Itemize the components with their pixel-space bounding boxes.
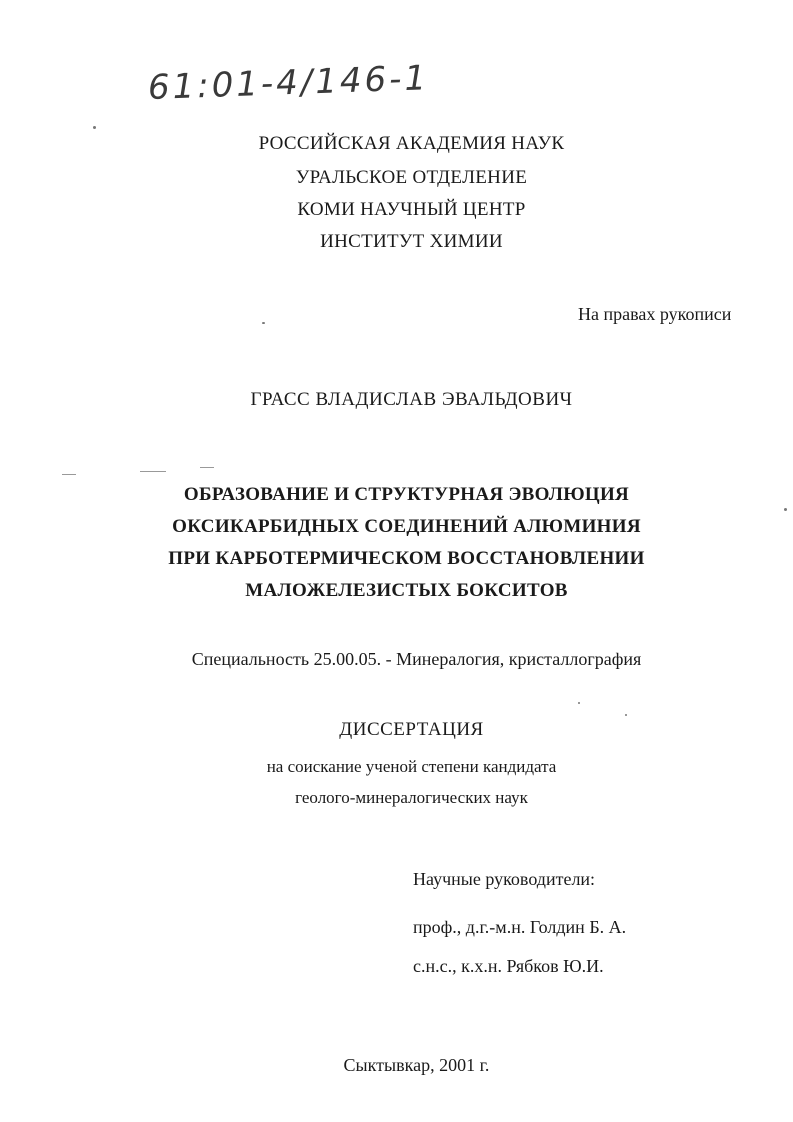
scan-dash [200,467,214,468]
city-year: Сыктывкар, 2001 г. [343,1055,490,1075]
work-type: ДИССЕРТАЦИЯ [339,719,484,740]
scan-speck [262,322,265,324]
title-line-4: МАЛОЖЕЛЕЗИСТЫХ БОКСИТОВ [245,580,568,601]
degree-line-2: геолого-минералогических наук [295,788,528,807]
specialty: Специальность 25.00.05. - Минералогия, кристаллография [191,649,642,669]
manuscript-note: На правах рукописи [578,304,732,324]
title-line-1: ОБРАЗОВАНИЕ И СТРУКТУРНАЯ ЭВОЛЮЦИЯ [183,484,630,505]
scan-speck [93,126,96,129]
org-branch: УРАЛЬСКОЕ ОТДЕЛЕНИЕ [295,167,528,188]
org-institute: ИНСТИТУТ ХИМИИ [320,231,503,252]
supervisor-2: с.н.с., к.х.н. Рябков Ю.И. [413,956,604,976]
author-name: ГРАСС ВЛАДИСЛАВ ЭВАЛЬДОВИЧ [250,389,573,410]
title-line-3: ПРИ КАРБОТЕРМИЧЕСКОМ ВОССТАНОВЛЕНИИ [168,548,645,569]
scan-dash [140,471,166,472]
supervisor-1: проф., д.г.-м.н. Голдин Б. А. [413,917,627,937]
supervisors-heading: Научные руководители: [413,869,596,889]
title-line-2: ОКСИКАРБИДНЫХ СОЕДИНЕНИЙ АЛЮМИНИЯ [172,516,641,537]
degree-line-1: на соискание ученой степени кандидата [266,757,557,776]
org-center: КОМИ НАУЧНЫЙ ЦЕНТР [297,199,526,220]
scan-speck [625,714,627,716]
handwritten-archive-mark: 61:01-4/146-1 [147,58,430,108]
scan-dash [62,474,76,475]
scan-speck [578,702,580,704]
scan-speck [784,508,787,511]
org-academy: РОССИЙСКАЯ АКАДЕМИЯ НАУК [258,133,565,154]
